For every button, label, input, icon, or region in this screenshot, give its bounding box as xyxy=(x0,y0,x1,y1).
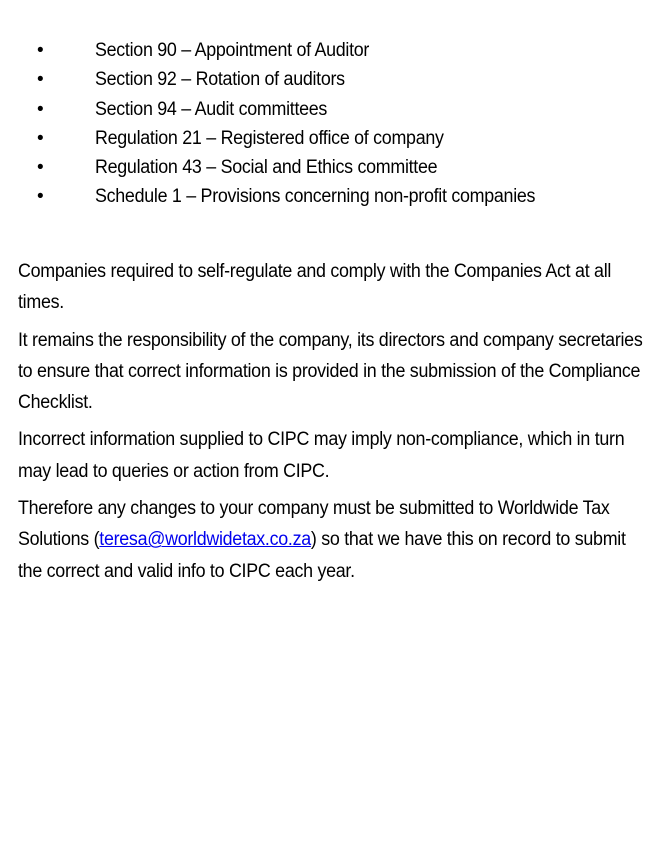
list-item xyxy=(0,124,648,153)
list-item xyxy=(0,65,648,94)
bullet-icon: • xyxy=(37,127,44,149)
submission-text-before: Therefore any changes to your company must be submitted to Worldwide Tax Solutions ( xyxy=(18,498,610,551)
list-item-text: Section 94 – Audit committees xyxy=(95,98,328,120)
list-item xyxy=(0,182,648,211)
list-item-text: Section 92 – Rotation of auditors xyxy=(95,69,345,91)
list-item xyxy=(0,95,648,124)
self-regulation-paragraph: Companies required to self-regulate and comply with the Companies Act at all times. xyxy=(18,261,612,314)
legislation-bullet-list xyxy=(0,36,648,212)
bullet-icon: • xyxy=(37,69,44,91)
list-item xyxy=(0,36,648,65)
list-item-text: Regulation 21 – Registered office of company xyxy=(95,127,444,149)
submission-text-after: ) so that we have this on record to submit the correct and valid info to CIPC each year. xyxy=(18,529,626,582)
body-paragraphs xyxy=(18,256,648,593)
bullet-icon: • xyxy=(37,186,44,208)
list-item xyxy=(0,153,648,182)
list-item-text: Regulation 43 – Social and Ethics committee xyxy=(95,157,438,179)
bullet-icon: • xyxy=(37,157,44,179)
bullet-icon: • xyxy=(37,98,44,120)
responsibility-paragraph: It remains the responsibility of the company, its directors and company secretaries to ensure that correct information is provided in the submission of the Compliance Checklist. xyxy=(18,329,643,414)
list-item-text: Schedule 1 – Provisions concerning non-profit companies xyxy=(95,186,536,208)
list-item-text: Section 90 – Appointment of Auditor xyxy=(95,40,370,61)
bullet-icon: • xyxy=(37,40,44,61)
email-link[interactable]: teresa@worldwidetax.co.za xyxy=(99,529,311,551)
incorrect-info-paragraph: Incorrect information supplied to CIPC may imply non-compliance, which in turn may lead to queries or action from CIPC. xyxy=(18,429,625,482)
submission-paragraph xyxy=(18,493,648,587)
